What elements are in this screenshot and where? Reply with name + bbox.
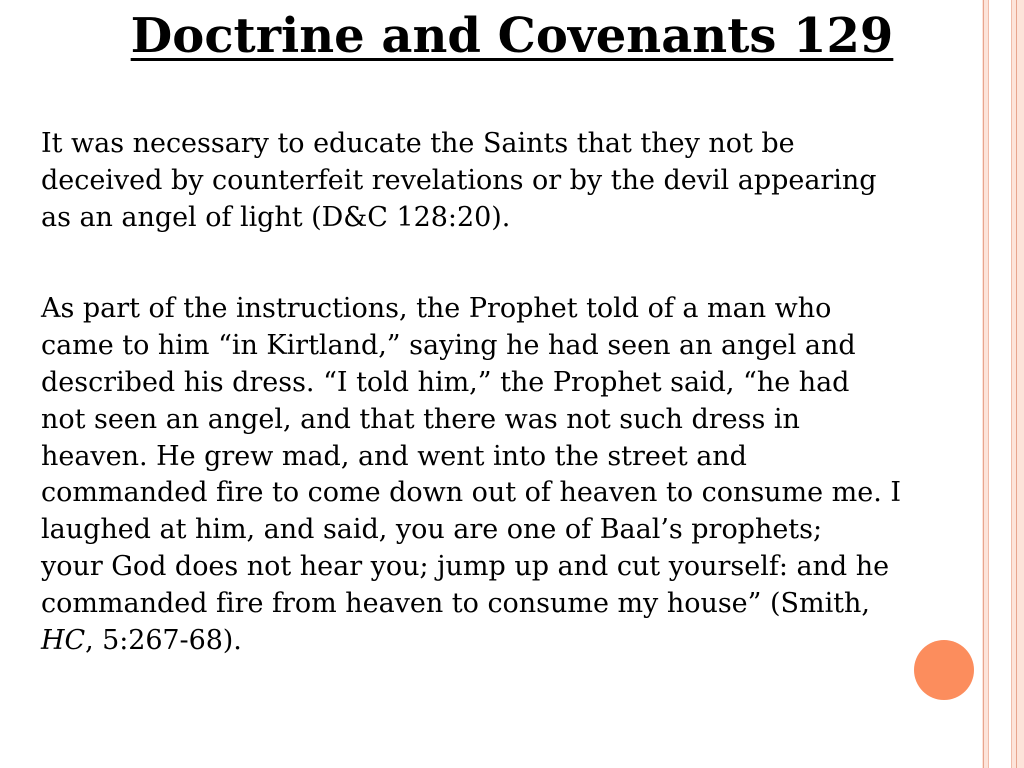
text-line: deceived by counterfeit revelations or by the devil appearing — [41, 164, 877, 196]
text-line: not seen an angel, and that there was not such dress in — [41, 403, 800, 435]
text-line: laughed at him, and said, you are one of Baal’s prophets; — [41, 514, 823, 546]
paragraph-1 — [41, 126, 1021, 236]
text-line: commanded fire to come down out of heaven to consume me. I — [41, 477, 901, 509]
slide-body — [41, 126, 1021, 659]
text-line: commanded fire from heaven to consume my house” (Smith, — [41, 587, 870, 619]
text-line: As part of the instructions, the Prophet told of a man who — [41, 293, 832, 325]
paragraph-2 — [41, 291, 1021, 659]
text-line: came to him “in Kirtland,” saying he had seen an angel and — [41, 330, 856, 362]
citation-reference: , 5:267-68). — [85, 624, 242, 656]
text-line: your God does not hear you; jump up and cut yourself: and he — [41, 550, 890, 582]
text-line: described his dress. “I told him,” the Prophet said, “he had — [41, 366, 850, 398]
text-line: as an angel of light (D&C 128:20). — [41, 201, 511, 233]
accent-circle-decoration — [914, 640, 974, 700]
slide-title: Doctrine and Covenants 129 — [130, 8, 894, 64]
citation-source: HC — [41, 624, 86, 656]
text-line: heaven. He grew mad, and went into the street and — [41, 440, 747, 472]
text-line: It was necessary to educate the Saints that they not be — [41, 128, 795, 159]
citation-line — [41, 623, 1021, 660]
